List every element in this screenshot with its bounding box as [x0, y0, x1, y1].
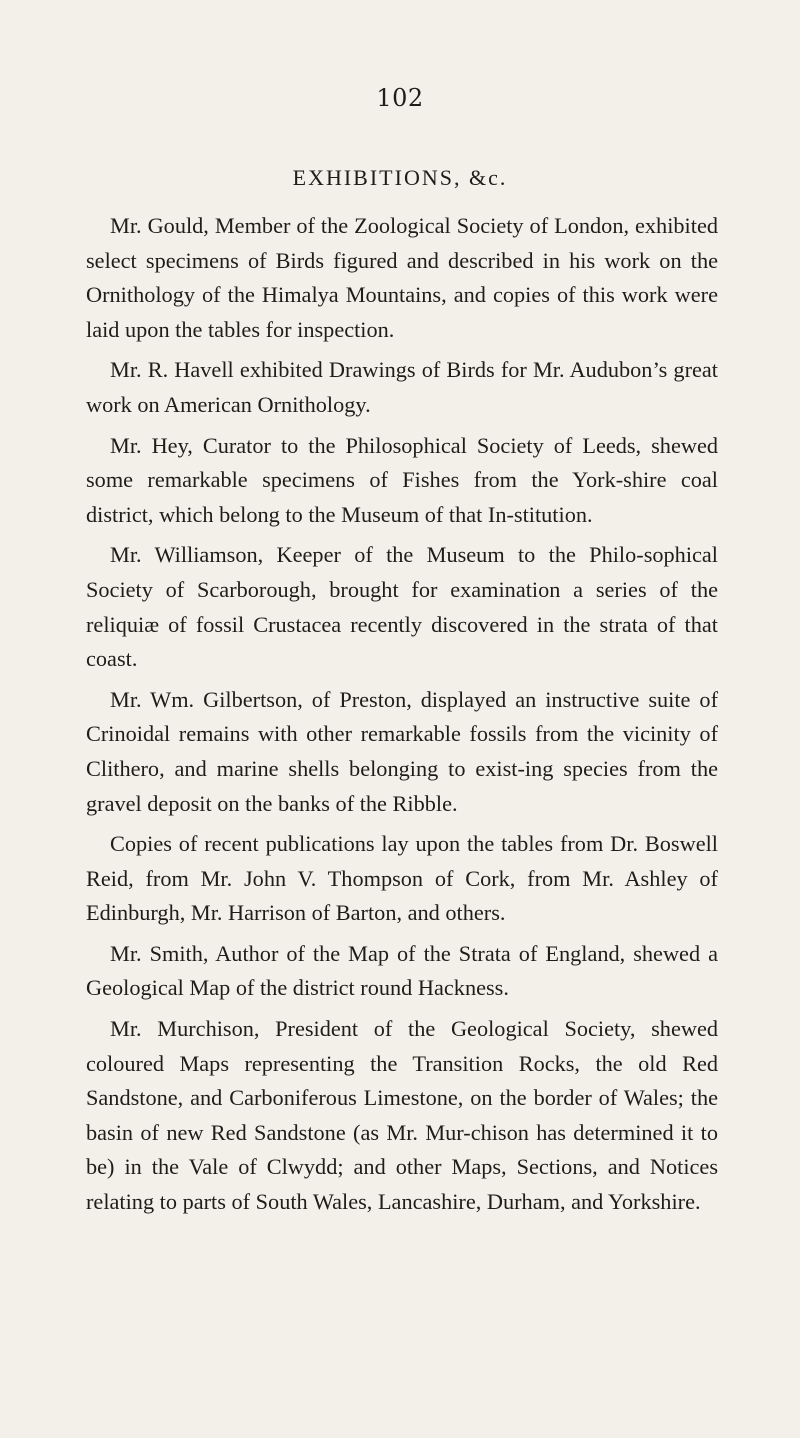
paragraph-publications: Copies of recent publications lay upon the tables from Dr. Boswell Reid, from Mr. John V. Thompson of Cork, from Mr. Ashley of Edinburgh, Mr. Harrison of Barton, and others.	[86, 831, 718, 926]
paragraph-havell: Mr. R. Havell exhibited Drawings of Birds for Mr. Audubon’s great work on American Ornithology.	[86, 357, 718, 417]
section-heading: EXHIBITIONS, &c.	[292, 165, 508, 190]
page-number: 102	[376, 84, 424, 112]
paragraph-hey: Mr. Hey, Curator to the Philosophical Society of Leeds, shewed some remarkable specimens of Fishes from the York-shire coal district, which belong to the Museum of that In-stitution.	[86, 432, 718, 527]
paragraph-murchison: Mr. Murchison, President of the Geological Society, shewed coloured Maps representing the Transition Rocks, the old Red Sandstone, and Carboniferous Limestone, on the border of Wales; the basin of new Red Sandstone (as Mr. Mur-chison has determined it to be) in the Vale of Clwydd; and other Maps, Sections, and Notices relating to parts of South Wales, Lancashire, Durham, and Yorkshire.	[86, 1016, 718, 1215]
paragraph-williamson: Mr. Williamson, Keeper of the Museum to the Philo-sophical Society of Scarborough, brought for examination a series of the reliquiæ of fossil Crustacea recently discovered in the strata of that coast.	[86, 542, 718, 672]
paragraph-gilbertson: Mr. Wm. Gilbertson, of Preston, displayed an instructive suite of Crinoidal remains with other remarkable fossils from the vicinity of Clithero, and marine shells belonging to exist-ing species from the gravel deposit on the banks of the Ribble.	[86, 686, 718, 816]
paragraph-smith: Mr. Smith, Author of the Map of the Strata of England, shewed a Geological Map of the district round Hackness.	[86, 940, 718, 1001]
body-text	[86, 209, 718, 1226]
paragraph-gould: Mr. Gould, Member of the Zoological Society of London, exhibited select specimens of Birds figured and described in his work on the Ornithology of the Himalya Mountains, and copies of this work were laid upon the tables for inspection.	[86, 213, 718, 342]
